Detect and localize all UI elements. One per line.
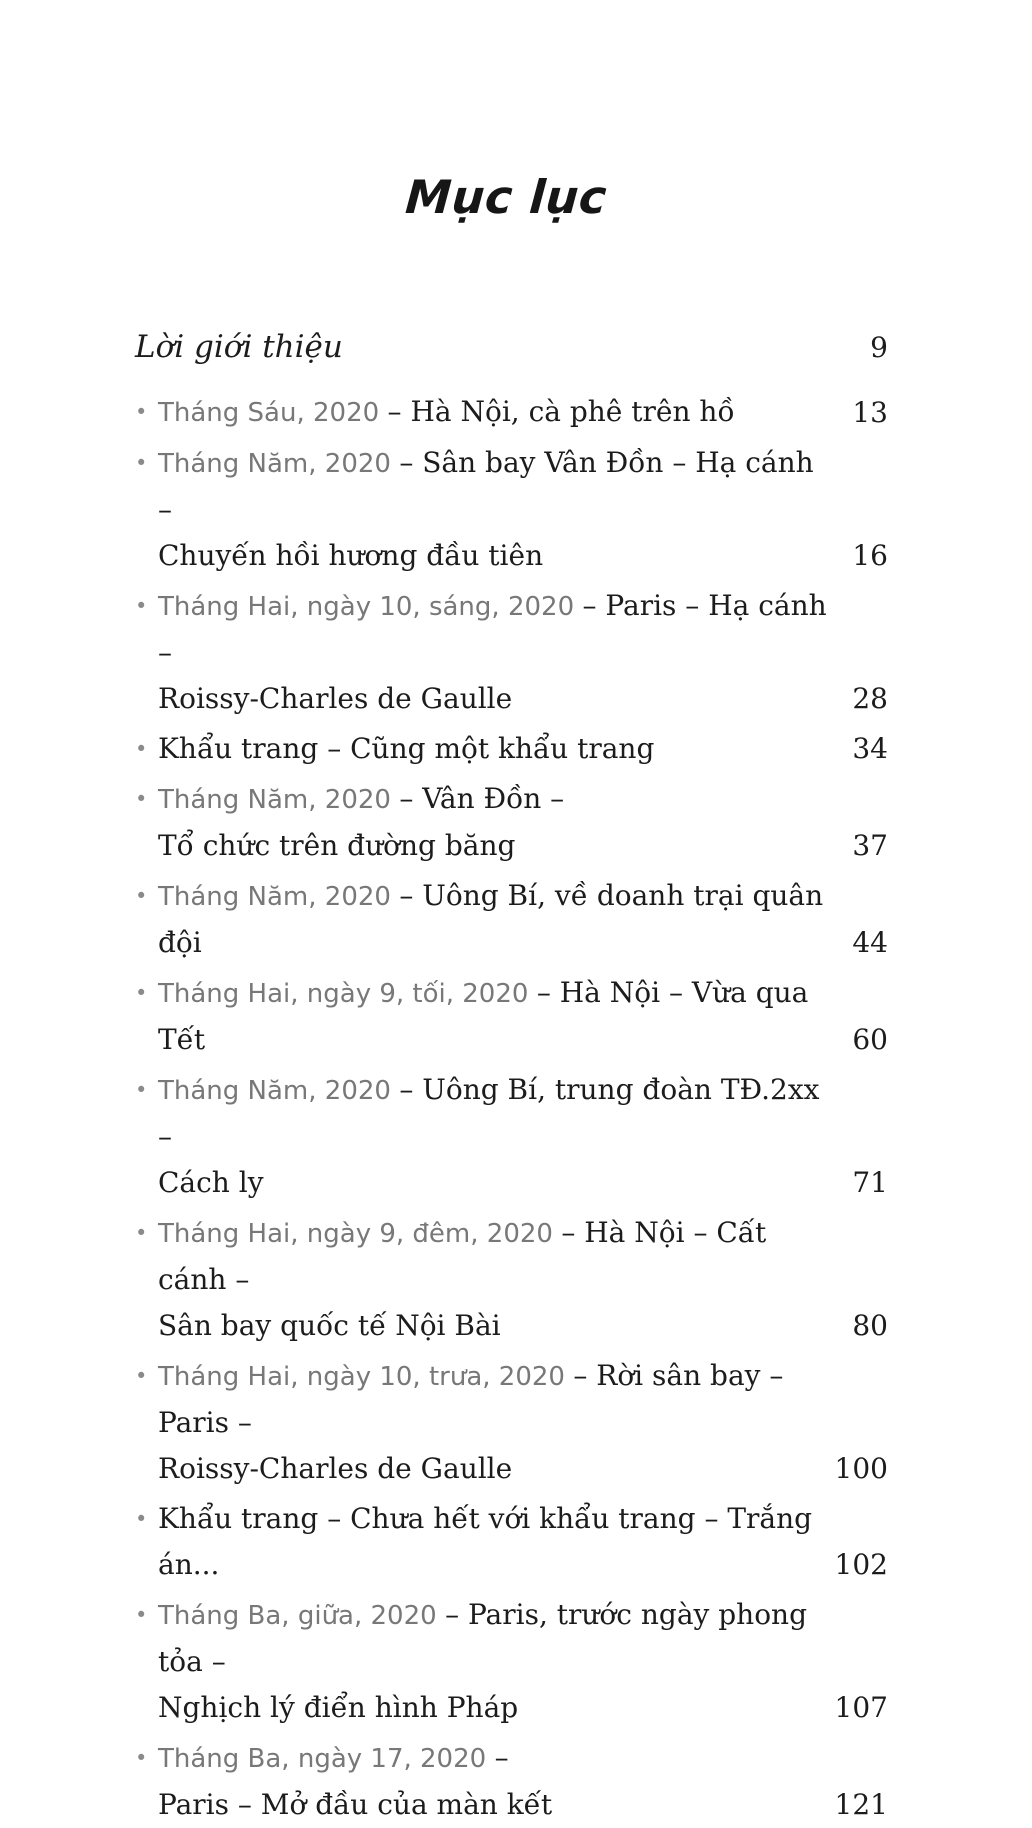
toc-entry[interactable] <box>135 1592 888 1731</box>
entry-text <box>135 873 832 966</box>
entry-text <box>135 1592 815 1731</box>
toc-entry[interactable] <box>135 1353 888 1492</box>
toc-list <box>135 326 888 1828</box>
entry-line1 <box>135 873 832 966</box>
entry-line1 <box>135 1210 832 1303</box>
bullet-icon: • <box>135 451 148 475</box>
bullet-icon: • <box>135 594 148 618</box>
entry-title: – Sân bay Vân Đồn – Hạ cánh – <box>158 446 814 526</box>
entry-text <box>135 583 832 722</box>
entry-page-number: 28 <box>852 682 888 715</box>
entry-line2: Tổ chức trên đường băng <box>158 829 516 862</box>
entry-date: Tháng Năm, 2020 <box>158 882 391 912</box>
toc-entry[interactable] <box>135 389 888 436</box>
entry-title: Khẩu trang – Cũng một khẩu trang <box>158 732 655 765</box>
entry-date: Tháng Năm, 2020 <box>158 785 391 815</box>
entry-line1 <box>135 726 655 772</box>
entry-date: Tháng Ba, giữa, 2020 <box>158 1601 437 1631</box>
entry-page-number: 16 <box>852 539 888 572</box>
bullet-icon: • <box>135 737 148 761</box>
entry-text <box>135 970 832 1063</box>
bullet-icon: • <box>135 1078 148 1102</box>
entry-line1 <box>135 583 832 676</box>
entry-line2: Nghịch lý điển hình Pháp <box>158 1691 519 1724</box>
bullet-icon: • <box>135 884 148 908</box>
page-title: Mục lục <box>403 170 609 224</box>
toc-intro-entry[interactable] <box>135 326 888 369</box>
entry-title: Khẩu trang – Chưa hết với khẩu trang – Trắng án... <box>158 1502 813 1581</box>
entry-text <box>135 1353 815 1492</box>
toc-entries <box>135 389 888 1828</box>
entry-date: Tháng Hai, ngày 9, đêm, 2020 <box>158 1219 553 1249</box>
entry-title: – Hà Nội – Cất cánh – <box>158 1216 767 1296</box>
toc-entry[interactable] <box>135 440 888 579</box>
entry-line2: Cách ly <box>158 1166 264 1199</box>
toc-entry[interactable] <box>135 776 888 869</box>
entry-title: – Hà Nội – Vừa qua Tết <box>158 976 809 1056</box>
entry-page-number: 107 <box>834 1691 888 1724</box>
intro-page-number: 9 <box>870 331 888 364</box>
bullet-icon: • <box>135 1603 148 1627</box>
toc-entry[interactable] <box>135 583 888 722</box>
toc-entry[interactable] <box>135 726 888 772</box>
entry-line2: Paris – Mở đầu của màn kết <box>158 1788 553 1821</box>
entry-line2: Roissy-Charles de Gaulle <box>158 682 513 715</box>
entry-date: Tháng Hai, ngày 10, sáng, 2020 <box>158 592 575 622</box>
entry-text <box>135 1496 815 1588</box>
entry-text <box>135 1735 553 1828</box>
entry-line2: Sân bay quốc tế Nội Bài <box>158 1309 501 1342</box>
entry-title: – Paris, trước ngày phong tỏa – <box>158 1598 808 1678</box>
entry-title: – Uông Bí, về doanh trại quân đội <box>158 879 824 959</box>
toc-entry[interactable] <box>135 1067 888 1206</box>
entry-text <box>135 1067 832 1206</box>
entry-page-number: 34 <box>852 732 888 765</box>
entry-text <box>135 1210 832 1349</box>
entry-date: Tháng Năm, 2020 <box>158 449 391 479</box>
entry-text <box>135 389 735 436</box>
bullet-icon: • <box>135 981 148 1005</box>
entry-line1 <box>135 970 832 1063</box>
entry-line2: Roissy-Charles de Gaulle <box>158 1452 513 1485</box>
entry-title: – Rời sân bay – Paris – <box>158 1359 784 1439</box>
entry-page-number: 80 <box>852 1309 888 1342</box>
bullet-icon: • <box>135 1364 148 1388</box>
entry-page-number: 44 <box>852 926 888 959</box>
entry-page-number: 102 <box>834 1548 888 1581</box>
entry-line1 <box>135 1353 815 1446</box>
entry-line1 <box>135 776 565 823</box>
entry-title: – Vân Đồn – <box>399 782 565 815</box>
entry-date: Tháng Sáu, 2020 <box>158 398 380 428</box>
bullet-icon: • <box>135 400 148 424</box>
entry-title: – Paris – Hạ cánh – <box>158 589 827 669</box>
entry-page-number: 71 <box>852 1166 888 1199</box>
entry-line1 <box>135 1496 815 1588</box>
entry-date: Tháng Năm, 2020 <box>158 1076 391 1106</box>
entry-line1 <box>135 440 832 533</box>
entry-page-number: 13 <box>852 396 888 429</box>
entry-page-number: 60 <box>852 1023 888 1056</box>
toc-entry[interactable] <box>135 873 888 966</box>
toc-entry[interactable] <box>135 1735 888 1828</box>
entry-page-number: 37 <box>852 829 888 862</box>
entry-line1 <box>135 1067 832 1160</box>
entry-text <box>135 776 565 869</box>
entry-page-number: 100 <box>834 1452 888 1485</box>
toc-entry[interactable] <box>135 1210 888 1349</box>
entry-page-number: 121 <box>834 1788 888 1821</box>
intro-label: Lời giới thiệu <box>135 329 343 365</box>
entry-date: Tháng Ba, ngày 17, 2020 <box>158 1744 487 1774</box>
entry-line1 <box>135 1735 552 1782</box>
entry-title: – Hà Nội, cà phê trên hồ <box>387 395 735 428</box>
bullet-icon: • <box>135 787 148 811</box>
entry-title: – Uông Bí, trung đoàn TĐ.2xx – <box>158 1073 820 1153</box>
entry-date: Tháng Hai, ngày 9, tối, 2020 <box>158 979 529 1009</box>
entry-line1 <box>135 389 735 436</box>
entry-title: – <box>494 1741 509 1774</box>
toc-entry[interactable] <box>135 970 888 1063</box>
entry-text <box>135 440 832 579</box>
toc-entry[interactable] <box>135 1496 888 1588</box>
bullet-icon: • <box>135 1507 148 1531</box>
entry-text <box>135 726 655 772</box>
entry-date: Tháng Hai, ngày 10, trưa, 2020 <box>158 1362 565 1392</box>
entry-line2: Chuyến hồi hương đầu tiên <box>158 539 544 572</box>
entry-line1 <box>135 1592 815 1685</box>
bullet-icon: • <box>135 1221 148 1245</box>
bullet-icon: • <box>135 1746 148 1770</box>
